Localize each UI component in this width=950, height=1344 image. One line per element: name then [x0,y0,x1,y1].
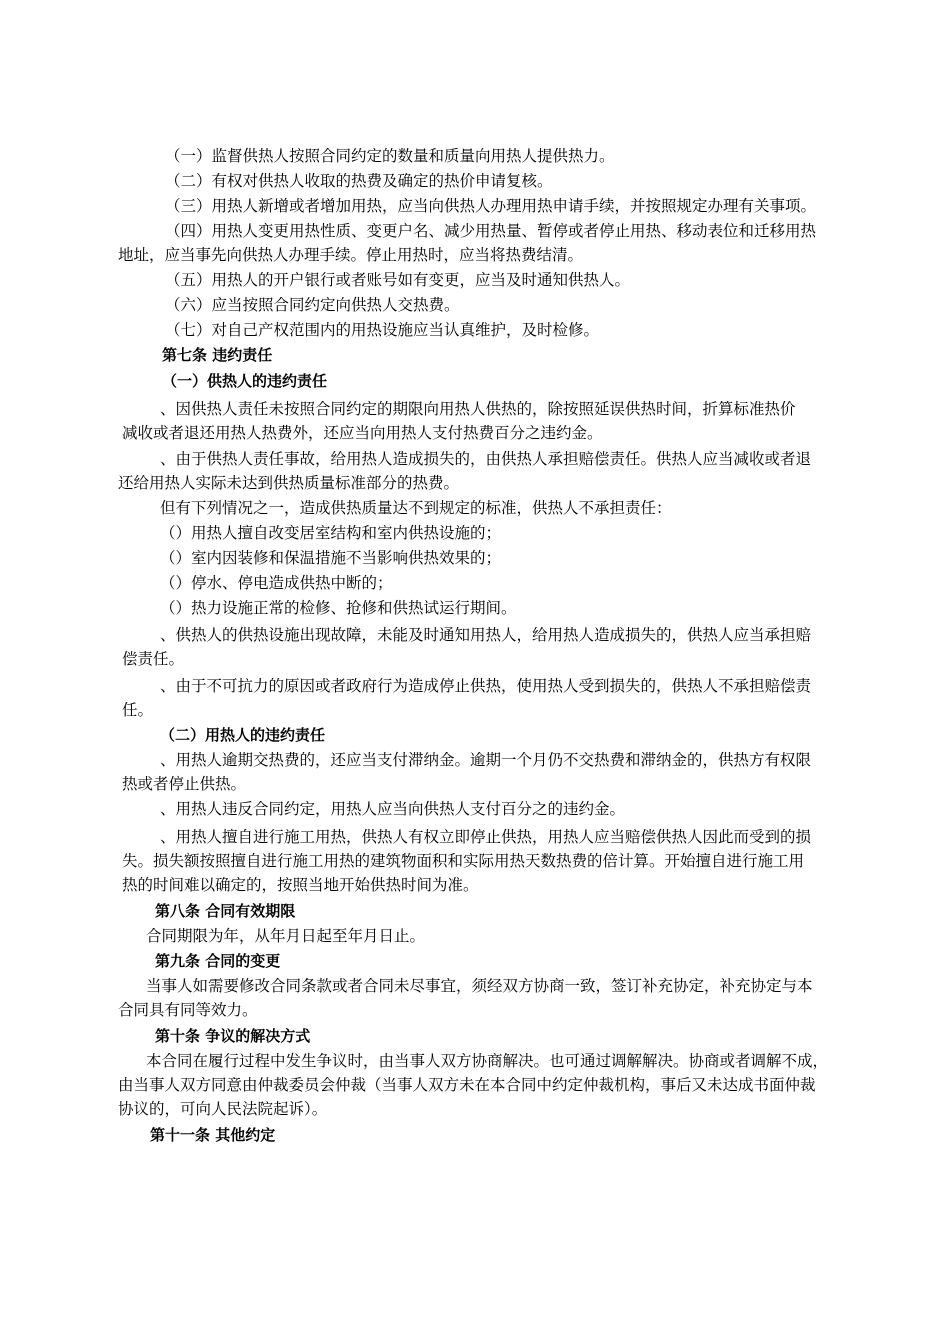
article-10-body-cont2: 协议的，可向人民法院起诉）。 [118,1100,328,1118]
article-10-body-cont: 由当事人双方同意由仲裁委员会仲裁（当事人双方未在本合同中约定仲裁机构，事后又未达成书面仲裁 [118,1076,816,1094]
supplier-liability-heading: （一）供热人的违约责任 [162,372,328,390]
user-item-3-cont: 失。损失额按照擅自进行施工用热的建筑物面积和实际用热天数热费的倍计算。开始擅自进行施工用 [122,852,805,870]
clause-item-5: （五）用热人的开户银行或者账号如有变更，应当及时通知供热人。 [165,271,631,289]
clause-item-1: （一）监督供热人按照合同约定的数量和质量向用热人提供热力。 [165,147,615,165]
user-item-1-cont: 热或者停止供热。 [122,775,247,793]
supplier-item-2-cont: 还给用热人实际未达到供热质量标准部分的热费。 [118,474,460,492]
article-10-body: 本合同在履行过程中发生争议时，由当事人双方协商解决。也可通过调解解决。协商或者调解不成， [146,1052,829,1070]
article-9-heading: 第九条 合同的变更 [155,952,281,970]
clause-item-4: （四）用热人变更用热性质、变更户名、减少用热量、暂停或者停止用热、移动表位和迁移用热 [165,222,817,240]
user-item-3-cont2: 热的时间难以确定的，按照当地开始供热时间为准。 [122,876,479,894]
user-item-2: 、用热人违反合同约定，用热人应当向供热人支付百分之的违约金。 [160,800,626,818]
article-10-heading: 第十条 争议的解决方式 [155,1027,311,1045]
supplier-item-4-cont: 任。 [122,701,154,719]
clause-item-4-cont: 地址，应当事先向供热人办理手续。停止用热时，应当将热费结清。 [118,246,584,264]
exemption-case-1: （）用热人擅自改变居室结构和室内供热设施的； [160,524,502,542]
clause-item-6: （六）应当按照合同约定向供热人交热费。 [165,296,460,314]
user-item-3: 、用热人擅自进行施工用热，供热人有权立即停止供热，用热人应当赔偿供热人因此而受到的损 [160,828,812,846]
supplier-item-2: 、由于供热人责任事故，给用热人造成损失的，由供热人承担赔偿责任。供热人应当减收或者退 [160,450,812,468]
exemption-case-4: （）热力设施正常的检修、抢修和供热试运行期间。 [160,599,517,617]
supplier-item-3-cont: 偿责任。 [122,650,185,668]
article-11-heading: 第十一条 其他约定 [150,1126,276,1144]
supplier-item-4: 、由于不可抗力的原因或者政府行为造成停止供热，使用热人受到损失的，供热人不承担赔偿责 [160,677,812,695]
exemption-case-2: （）室内因装修和保温措施不当影响供热效果的； [160,549,502,567]
supplier-item-3: 、供热人的供热设施出现故障，未能及时通知用热人，给用热人造成损失的，供热人应当承担赔 [160,626,812,644]
article-9-body-cont: 合同具有同等效力。 [118,1001,258,1019]
exemption-case-3: （）停水、停电造成供热中断的； [160,574,393,592]
clause-item-3: （三）用热人新增或者增加用热，应当向供热人办理用热申请手续，并按照规定办理有关事项。 [165,197,817,215]
user-item-1: 、用热人逾期交热费的，还应当支付滞纳金。逾期一个月仍不交热费和滞纳金的，供热方有权限 [160,751,812,769]
exemption-intro: 但有下列情况之一，造成供热质量达不到规定的标准，供热人不承担责任： [160,499,672,517]
article-8-heading: 第八条 合同有效期限 [155,902,296,920]
article-8-body: 合同期限为年，从年月日起至年月日止。 [146,927,426,945]
supplier-item-1-cont: 减收或者退还用热人热费外，还应当向用热人支付热费百分之违约金。 [122,424,603,442]
clause-item-7: （七）对自己产权范围内的用热设施应当认真维护，及时检修。 [165,321,600,339]
user-liability-heading: （二）用热人的违约责任 [160,726,326,744]
article-9-body: 当事人如需要修改合同条款或者合同未尽事宜，须经双方协商一致，签订补充协定，补充协定与本 [146,977,813,995]
clause-item-2: （二）有权对供热人收取的热费及确定的热价申请复核。 [165,172,553,190]
supplier-item-1: 、因供热人责任未按照合同约定的期限向用热人供热的，除按照延误供热时间，折算标准热价 [160,400,796,418]
article-7-heading: 第七条 违约责任 [162,346,273,364]
